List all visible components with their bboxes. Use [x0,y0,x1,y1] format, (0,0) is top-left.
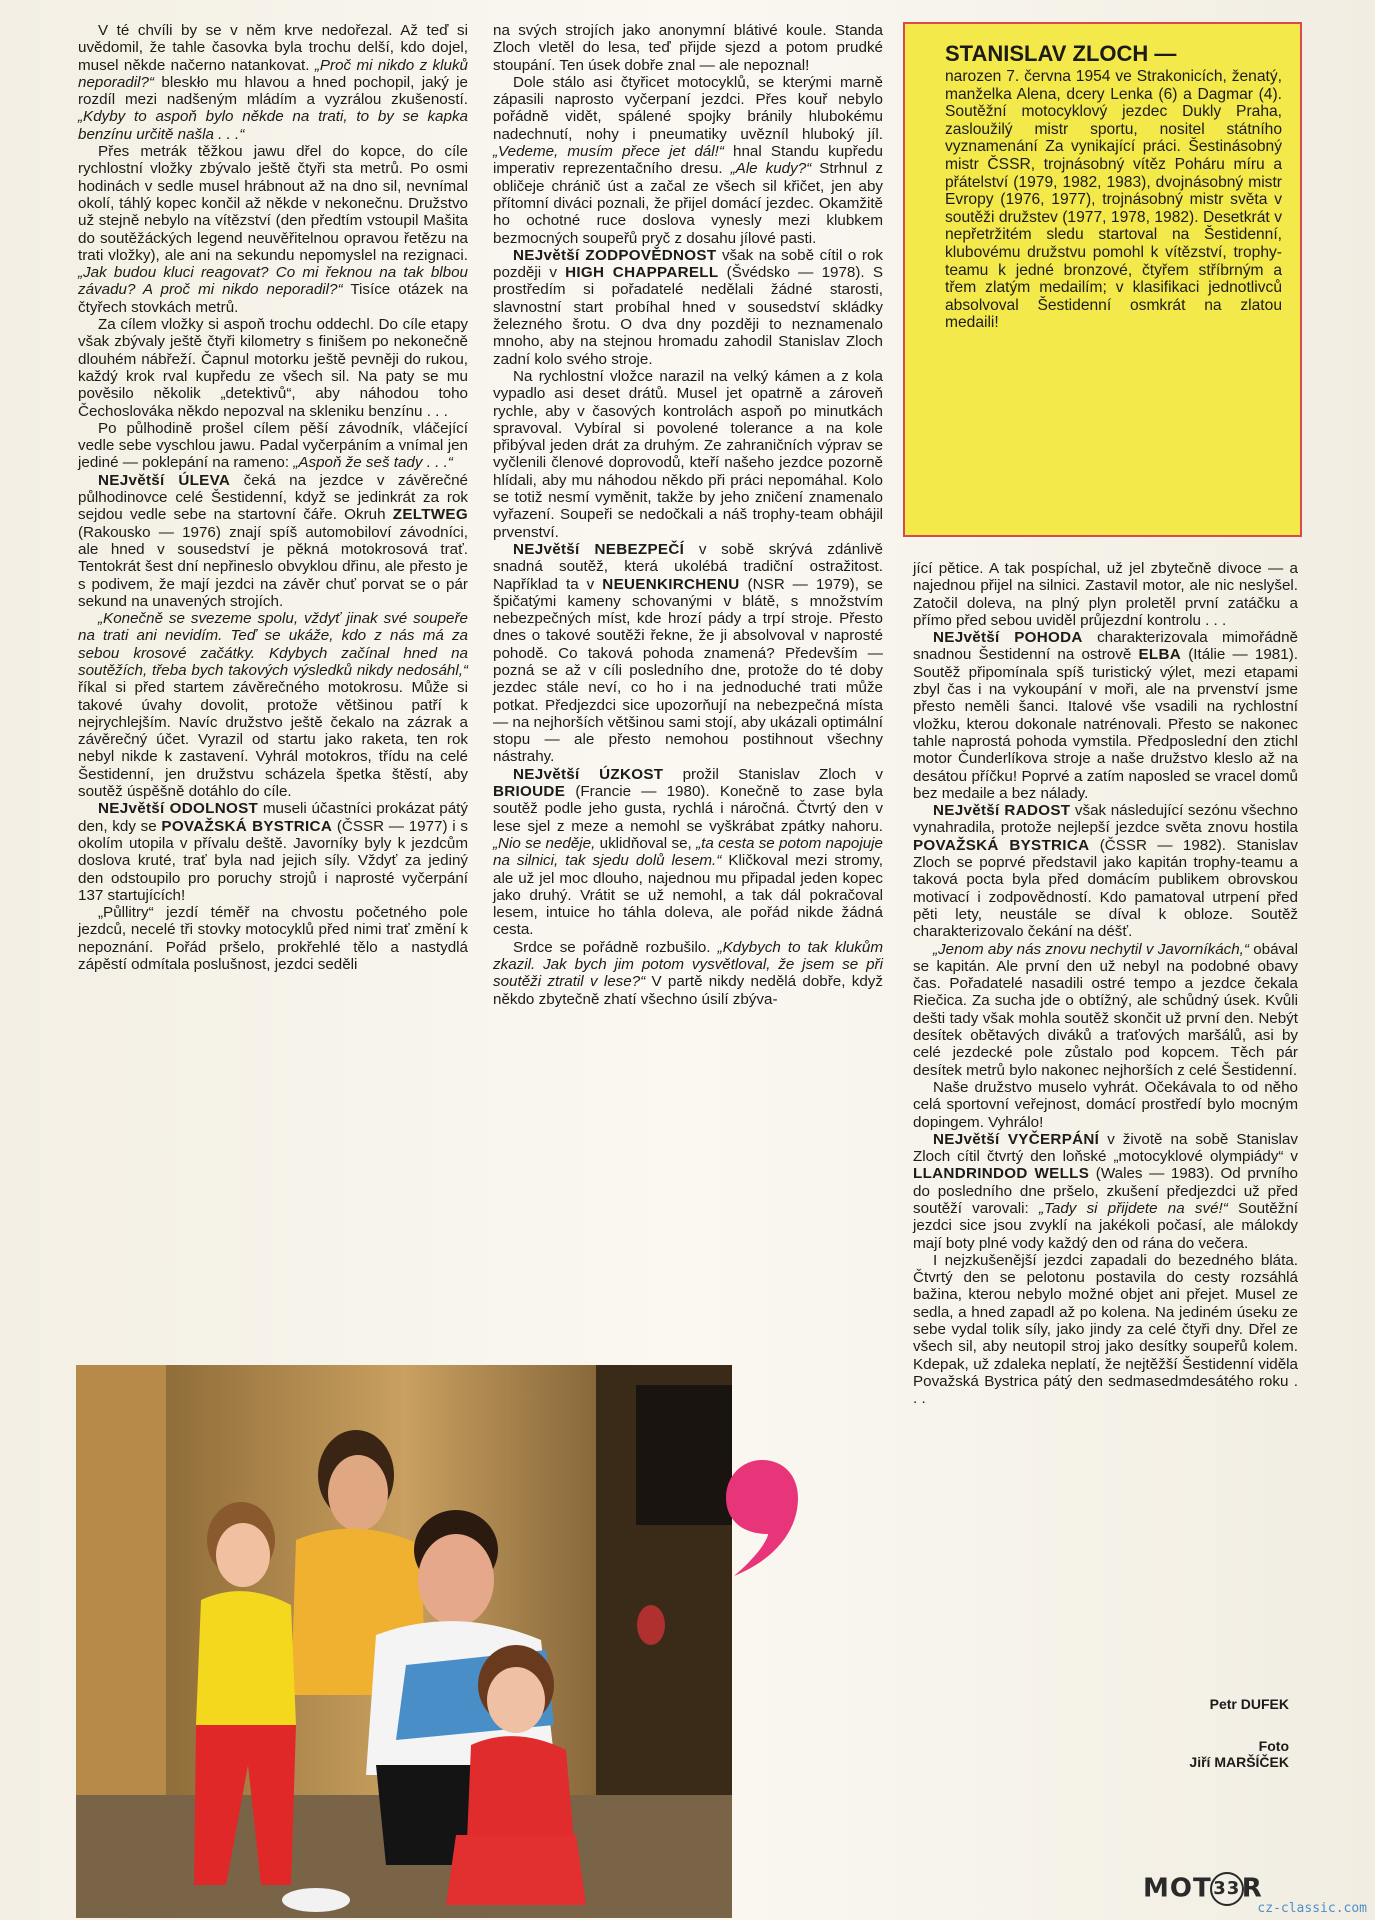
family-photo [76,1365,732,1918]
paragraph: Na rychlostní vložce narazil na velký kámen a z kola vypadlo asi deset drátů. Musel jet opatrně a zároveň rychle, aby v časových kontrolách aspoň po minutkách spravoval. Vybíral si povolené tolerance a na kole přibýval jeden drát za druhým. Ze zahraničních výprav se vyčlenili členové doprovodů, kteří našeho jezdce pozorně hlídali, aby mu náhodou někdo při práci nepomáhal. Kolo se totiž nesmí vyměnit, takže by jeho zničení znamenalo vyřazení. Soupeři se nedočkali a náš trophy-team obhájil prvenství. [493,367,883,541]
paragraph: „Jenom aby nás znovu nechytil v Javorníkách,“ obával se kapitán. Ale první den už nebyl na podobné obavy čas. Pořadatelé nasadili ostré tempo a jezdce čekala Riečica. Za sucha jde o obtížný, ale schůdný úsek. Kvůli dešti tady však mohla soutěž skončit už první den. Nebýt desítek obětavých diváků a traťových maršálů, asi by celé jezdecké pole zůstalo pod kopcem. Těch pár desítek metrů bylo nakonec nejhorších z celé Šestidenní. [913,940,1298,1079]
section-vycerpani: NEJvětší VYČERPÁNÍ v životě na sobě Stanislav Zloch cítil čtvrtý den loňské „motocyklové olympiády“ v LLANDRINDOD WELLS (Wales — 1983). Od prvního do posledního dne pršelo, zkušení předjezdci už před soutěží varovali: „Tady si přijdete na své!“ Soutěžní jezdci sice jsou zvyklí na jakékoli počasí, ale málokdy mají boty plné vody každý den od rána do večera. [913,1130,1298,1252]
paragraph: Po půlhodině prošel cílem pěší závodník, vláčející vedle sebe vyschlou jawu. Padal vyčerpáním a vnímal jen jediné — poklepání na rameno: „Aspoň že seš tady . . .“ [78,419,468,472]
paragraph: na svých strojích jako anonymní blátivé koule. Standa Zloch vletěl do lesa, teď přijde sjezd a potom prudké stoupání. Ten úsek dobře znal — ale nepoznal! [493,22,883,74]
section-nebezpeci: NEJvětší NEBEZPEČÍ v sobě skrývá zdánlivě snadná soutěž, která ukolébá tradiční ostražitost. Například ta v NEUENKIRCHENU (NSR — 1979), se špičatými kameny schovanými v blátě, s množstvím nebezpečných míst, kde hrozí pády a trpí stroje. Přesto dnes o takové soutěži řekne, že ji absolvoval v naprosté pohodě. Co taková pohoda znamená? Především — pozná se až v cíli posledního dne, protože do té doby jezdec stále neví, co ho i na jednoduché trati může potkat. Předjezdci sice upozorňují na nebezpečná místa — na nejhorších většinou sami stojí, aby ukázali optimální stopu — ale přesto nemohou postihnout všechny nástrahy. [493,540,884,766]
photographer-credit: Jiří MARŠÍČEK [1189,1754,1289,1770]
section-pohoda: NEJvětší POHODA charakterizovala mimořádně snadnou Šestidenní na ostrově ELBA (Itálie — 1981). Soutěž připomínala spíš turistický výlet, mezi etapami zbyl čas i na vykoupání v moři, ale na prvenství jsme přesto neměli šanci. Italové vše vsadili na rychlostní vložku, kterou dokonale natrénovali. Přesto se nakonec tahle naprostá pohoda vymstila. Předposlední den ztichl motor Čunderlíkova stroje a naše družstvo kleslo až na desátou příčku! Poprvé a zatím naposled se vracel domů bez medaile a bez nálady. [913,629,1298,802]
page-number: 33 [1210,1872,1244,1906]
paragraph: Dole stálo asi čtyřicet motocyklů, se kterými marně zápasili naprosto vyčerpaní jezdci. Přes kouř nebylo pořádně vidět, spálené spojky bránily hlubokému nadechnutí, nohy i pneumatiky uvězníl hluboký jíl. „Vedeme, musím přece jet dál!“ hnal Standu kupředu imperativ reprezentačního dresu. „Ale kudy?“ Strhnul z obličeje chránič úst a začal ze všech sil křičet, jen aby přítomní diváci poznali, že přijel domácí jezdec. Okamžitě ho ochotné ruce doslova vynesly mezi klubkem bezmocných soupeřů pryč z dosahu jílové pasti. [493,73,883,247]
photo-label: Foto [1258,1738,1289,1754]
section-uzkost: NEJvětší ÚZKOST prožil Stanislav Zloch v BRIOUDE (Francie — 1980). Konečně to zase byla soutěž podle jeho gusta, rychlá i náročná. Čtvrtý den v lese sjel z meze a nemohl se vyškrábat zpátky nahoru. „Nio se neděje, uklidňoval se, „ta cesta se potom napojuje na silnici, tak sjedu dolů lesem.“ Kličkoval mezi stromy, ale už jel moc dlouho, najednou mu připadal jeden kopec jako druhý. Vrátit se už nemohl, a tak dál pokračoval lesem, intuice ho táhla doleva, ale pořád nikde žádná cesta. [493,765,883,939]
family-photo-illustration [76,1365,732,1918]
section-odolnost: NEJvětší ODOLNOST museli účastníci prokázat pátý den, kdy se POVAŽSKÁ BYSTRICA (ČSSR — 1977) i s okolím utopila v přívalu deště. Javorníky byly k jezdcům doslova kruté, trať byla nad jejich síly. Vždyť za jediný den odstoupilo pro poruchy strojů i naprosté vyčerpání 137 startujících! [78,800,468,904]
logo-text-right: R [1241,1873,1263,1904]
bio-sidebar-box [903,22,1302,537]
paragraph: Za cílem vložky si aspoň trochu oddechl. Do cíle etapy však zbývaly ještě čtyři kilometry s finišem po nekonečně dlouhém nábřeží. Čapnul motorku ještě pevněji do rukou, každý krok rval kupředu ze všech sil. Na paty se mu pověsilo několik „detektivů“, aby náhodou toho Čechoslováka někdo nepozval na skleniku benzínu . . . [78,316,468,420]
watermark: cz-classic.com [1257,1901,1367,1916]
paragraph: „Půllitry“ jezdí téměř na chvostu početného pole jezdců, necelé tři stovky motocyklů před nimi trať změní k nepoznání. Pořád pršelo, prokřehlé tělo a nastydlá zápěstí odmítala poslušnost, jezdci seděli [78,904,468,974]
paragraph: Srdce se pořádně rozbušilo. „Kdybych to tak klukům zkazil. Jak bych jim potom vysvětloval, že jsem se při soutěži ztratil v lese?“ V partě nikdy nedělá dobře, když někdo zbytečně zhatí všechno úsilí zbýva- [493,938,883,1008]
paragraph: V té chvíli by se v něm krve nedořezal. Až teď si uvědomil, že tahle časovka byla trochu delší, kdo dojel, musel někde načerno natankovat. „Proč mi nikdo z kluků neporadil?“ bleskło mu hlavou a hned pochopil, jaký je rozdíl mezi nadšeným mládím a vyzrálou zkušeností. „Kdyby to aspoň bylo někde na trati, to by se kapka benzínu určitě našla . . .“ [78,22,468,143]
paragraph: „Konečně se svezeme spolu, vždyť jinak své soupeře na trati ani nevidím. Teď se ukáže, kdo z nás má za sebou krosové začátky. Kdybych začínal hned na soutěžích, třeba bych takových výsledků nikdy nedosáhl,“ říkal si před startem závěrečného motokrosu. Může si takové úvahy dovolit, protože většinou patří k nejrychlejším. Navíc družstvo ještě čekalo na zázrak a závěrečný účet. Vyrazil od startu jako raketa, ten rok nebyl nikde k zastavení. Vyhrál motokros, třídu na celé Šestidenní, jen družstvu scházela špetka štěstí, aby soutěž úspěšně dotáhlo do cíle. [78,610,468,801]
section-zodpovednost: NEJvětší ZODPOVĚDNOST však na sobě cítil o rok později v HIGH CHAPPARELL (Švédsko — 1978). S prostředím si pořadatelé nedělali žádné starosti, slavnostní start probíhal hned v sousedství skládky železného šrotu. O dva dny později to neznamenalo mnoho, aby na stejnou hromadu zahodil Stanislav Zloch zadní kolo svého stroje. [493,246,883,368]
author-credit: Petr DUFEK [1209,1696,1289,1712]
bio-text: narozen 7. června 1954 ve Strakonicích, ženatý, manželka Alena, dcery Lenka (6) a Dagmar (4). Soutěžní motocyklový jezdec Dukly Praha, zasloužilý mistr sportu, nositel státního vyznamenání Za vynikající práci. Šestinásobný mistr ČSSR, trojnásobný vítěz Poháru míru a přátelství (1979, 1982, 1983), dvojnásobný mistr Evropy (1976, 1977), trojnásobný mistr světa v soutěži družstev (1977, 1978, 1982). Desetkrát v nepřetržitém sledu startoval na Šestidenní, klubovému družstvu pomohl k vítězství, trophy-teamu k jedné bronzové, čtyřem stříbrným a třem zlatým medailím; v klasifikaci jednotlivců absolvoval Šestidenní osmkrát na zlatou medaili! [945,68,1282,332]
paragraph: jící pětice. A tak pospíchal, už jel zbytečně divoce — a najednou přijel na silnici. Zastavil motor, ale nic neslyšel. Zatočil doleva, na plný plyn proletěl první zatáčku a přímo před sebou uviděl průjezdní kontrolu . . . [913,560,1298,629]
section-uleva: NEJvětší ÚLEVA čeká na jezdce v závěrečné půlhodinovce celé Šestidenní, když se jedinkrát za rok sejdou vedle sebe na startovní čáře. Okruh ZELTWEG (Rakousko — 1976) znají spíš automobiloví závodníci, ale hned v sousedství je pěkná motokrosová trať. Tentokrát šest dní nepřineslo obvyklou dřinu, ale přesto je s podivem, že mají jezdci na závěr chuť porvat se o pár sekund na unavených strojích. [78,471,468,610]
paragraph: I nejzkušenější jezdci zapadali do bezedného bláta. Čtvrtý den se pelotonu postavila do cesty rozsáhlá bažina, kterou nebylo možné objet ani přejet. Musel ze sedla, a hned zapadl až po kolena. Na jediném úseku ze sebe vydal tolik síly, jako jindy za celé čtyři dny. Dřel ze všech sil, aby neutopil stroj jako desítky soupeřů kolem. Kdepak, už zdaleka neplatí, že nejtěžší Šestidenní viděla Považská Bystrica pátý den sedmasedmdesátého roku . . . [913,1251,1298,1408]
motor-logo [1143,1872,1263,1906]
section-radost: NEJvětší RADOST však následující sezónu všechno vynahradila, protože nejlepší jezdce světa znovu hostila POVAŽSKÁ BYSTRICA (ČSSR — 1982). Stanislav Zloch se poprvé představil jako kapitán trophy-teamu a taková pocta byla před domácím publikem obrovskou motivací i zodpovědností. Kdo pamatoval utrpení před pěti lety, neustále se díval k obloze. Soutěž charakterizovalo čekání na déšť. [913,802,1298,941]
paragraph: Přes metrák těžkou jawu dřel do kopce, do cíle rychlostní vložky zbývalo ještě čtyři sta metrů. Po osmi hodinách v sedle musel hrábnout až na dno sil, nevnímal okolí, táhlý kopec končil až někde v nekonečnu. Družstvo už stejně nebylo na vítězství (den předtím vstoupil Mašita do soutěžáckých legend neuvěřitelnou opravou řetězu na trati vložky), ale ani na sekundu nepomyslel na rezignaci. „Jak budou kluci reagovat? Co mi řeknou na tak blbou závadu? A proč mi nikdo neporadil?“ Tisíce otázek na čtyřech stovkách metrů. [78,143,468,316]
article-column-2 [493,22,883,1008]
paragraph: Naše družstvo muselo vyhrát. Očekávala to od něho celá sportovní veřejnost, domácí prostředí bylo mocným dopingem. Vyhrálo! [913,1078,1298,1131]
quote-mark-icon [720,1458,800,1578]
pink-quote-mark [720,1458,800,1583]
bio-title: STANISLAV ZLOCH — [945,41,1177,66]
article-column-3 [913,560,1298,1408]
logo-text-left: MOT [1143,1873,1212,1904]
article-column-1 [78,22,468,973]
